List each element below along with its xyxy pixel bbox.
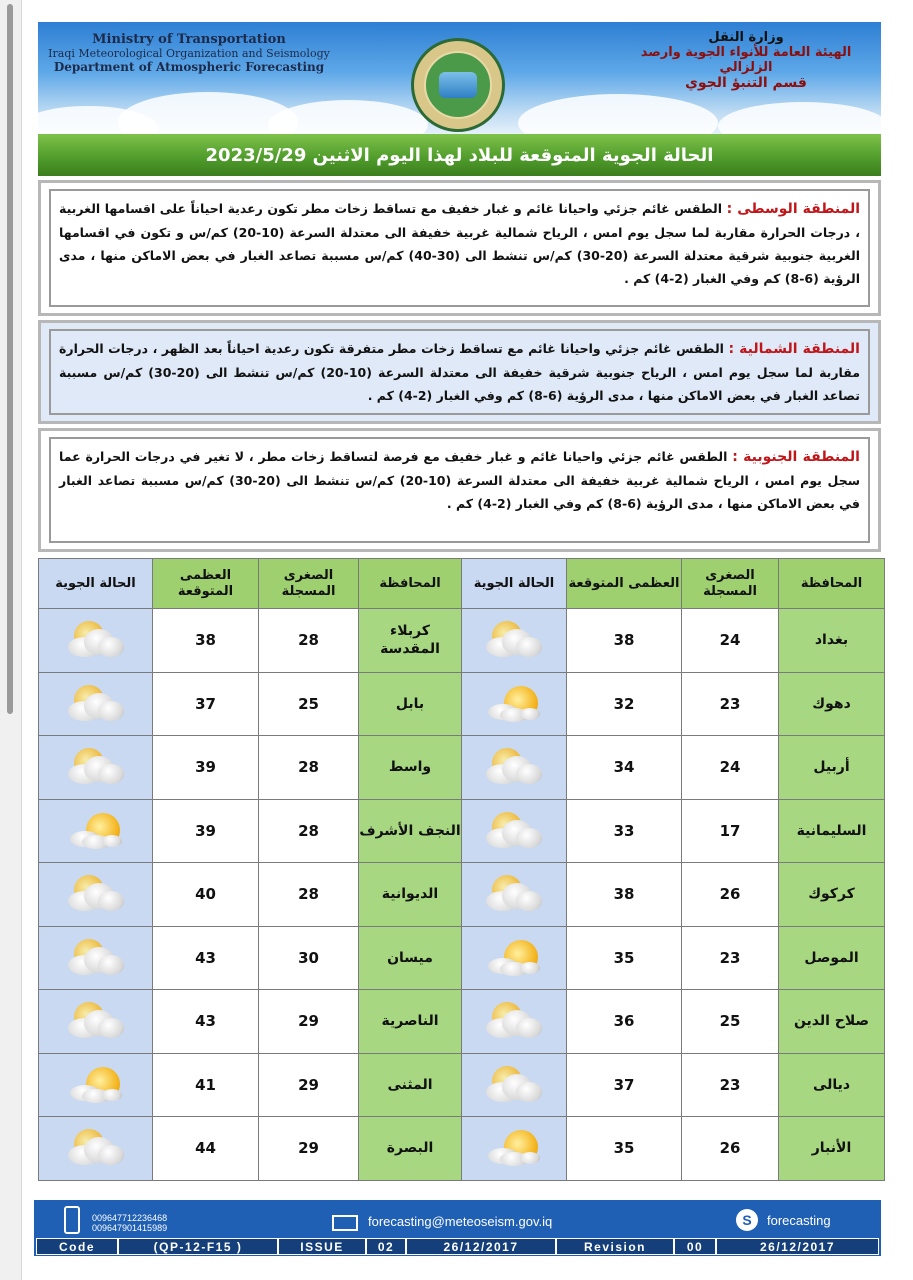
partly-cloudy-icon <box>484 874 544 914</box>
ministry-name-ar: وزارة النقل <box>708 30 784 45</box>
region-name: المنطقة الوسطى : <box>726 201 861 217</box>
header-governorate: المحافظة <box>779 559 885 609</box>
revision-number: 00 <box>674 1238 716 1255</box>
min-temp: 23 <box>682 1053 779 1117</box>
partly-cloudy-icon <box>66 1128 126 1168</box>
condition-cell <box>39 799 153 863</box>
condition-cell <box>462 990 567 1054</box>
min-temp: 29 <box>259 990 359 1054</box>
mostly-sunny-icon <box>484 1128 544 1168</box>
condition-cell <box>39 672 153 736</box>
condition-cell <box>462 672 567 736</box>
cloud-decoration <box>268 100 428 134</box>
max-temp: 39 <box>153 799 259 863</box>
organization-logo <box>411 38 505 132</box>
phone-numbers <box>92 1213 167 1233</box>
skype-icon: S <box>736 1209 758 1231</box>
governorate-name: واسط <box>359 736 462 800</box>
partly-cloudy-icon <box>66 684 126 724</box>
ministry-name-en: Ministry of Transportation <box>92 32 286 47</box>
issue-date: 26/12/2017 <box>406 1238 556 1255</box>
governorate-name: المثنى <box>359 1053 462 1117</box>
phone-icon <box>64 1206 80 1234</box>
condition-cell <box>462 1117 567 1181</box>
mostly-sunny-icon <box>66 811 126 851</box>
partly-cloudy-icon <box>66 938 126 978</box>
table-row <box>39 926 885 990</box>
max-temp: 38 <box>153 609 259 673</box>
forecast-title-bar <box>38 134 881 176</box>
condition-cell <box>462 926 567 990</box>
min-temp: 28 <box>259 736 359 800</box>
condition-cell <box>462 1053 567 1117</box>
max-temp: 43 <box>153 926 259 990</box>
condition-cell <box>462 799 567 863</box>
mostly-sunny-icon <box>484 684 544 724</box>
region-name: المنطقة الشمالية : <box>728 341 860 357</box>
min-temp: 28 <box>259 799 359 863</box>
governorate-name: الموصل <box>779 926 885 990</box>
skype-link[interactable]: forecasting <box>767 1213 831 1228</box>
partly-cloudy-icon <box>484 747 544 787</box>
partly-cloudy-icon <box>484 620 544 660</box>
condition-cell <box>462 609 567 673</box>
max-temp: 32 <box>567 672 682 736</box>
header-max-temp: العظمى المتوقعة <box>567 559 682 609</box>
header-governorate: المحافظة <box>359 559 462 609</box>
max-temp: 33 <box>567 799 682 863</box>
region-north <box>38 320 881 424</box>
page-title: الحالة الجوية المتوقعة للبلاد لهذا اليوم الاثنين 2023/5/29 <box>205 144 714 166</box>
code-label: Code <box>36 1238 118 1255</box>
region-text: الطقس غائم جزئي واحيانا غائم و غبار خفيف مع تساقط زخات مطر تكون رعدية احياناً على اقسامها الغربية ، درجات الحرارة مقاربة لما سجل يوم امس ، الرياح شمالية غربية خفيفة الى معتدلة السرعة (10-20) كم/س و تكون في اقسامها الغربية جنوبية شرقية معتدلة السرعة (20-30) كم/س تنشط الى (30-40) كم/س مسببة تصاعد الغبار في بعض الاماكن منها ، مدى الرؤية (6-8) كم وفي الغبار (2-4) كم . <box>59 201 861 286</box>
cloud-decoration <box>518 94 718 134</box>
min-temp: 29 <box>259 1117 359 1181</box>
region-name: المنطقة الجنوبية : <box>732 449 860 465</box>
max-temp: 44 <box>153 1117 259 1181</box>
min-temp: 17 <box>682 799 779 863</box>
governorate-name: الأنبار <box>779 1117 885 1181</box>
condition-cell <box>462 736 567 800</box>
condition-cell <box>462 863 567 927</box>
governorate-name: كربلاء المقدسة <box>359 609 462 673</box>
max-temp: 34 <box>567 736 682 800</box>
max-temp: 39 <box>153 736 259 800</box>
department-name-ar: قسم التنبؤ الجوي <box>685 75 807 91</box>
governorate-name: دهوك <box>779 672 885 736</box>
max-temp: 35 <box>567 926 682 990</box>
table-row <box>39 990 885 1054</box>
governorate-name: الديوانية <box>359 863 462 927</box>
max-temp: 40 <box>153 863 259 927</box>
min-temp: 23 <box>682 672 779 736</box>
code-value: (QP-12-F15 ) <box>118 1238 278 1255</box>
governorate-name: بابل <box>359 672 462 736</box>
max-temp: 35 <box>567 1117 682 1181</box>
phone-number: 009647712236468 <box>92 1213 168 1223</box>
min-temp: 25 <box>259 672 359 736</box>
partly-cloudy-icon <box>66 747 126 787</box>
table-body <box>39 609 885 1181</box>
region-central <box>38 180 881 316</box>
header-max-temp: العظمى المتوقعة <box>153 559 259 609</box>
department-name-en: Department of Atmospheric Forecasting <box>53 60 325 74</box>
table-row <box>39 863 885 927</box>
governorate-name: ميسان <box>359 926 462 990</box>
table-row <box>39 799 885 863</box>
min-temp: 29 <box>259 1053 359 1117</box>
condition-cell <box>39 609 153 673</box>
organization-name-en: Iraqi Meteorological Organization and Seismology <box>48 47 330 60</box>
condition-cell <box>39 1053 153 1117</box>
header-banner <box>38 22 881 134</box>
min-temp: 26 <box>682 863 779 927</box>
table-row <box>39 736 885 800</box>
table-header-row <box>39 559 885 609</box>
min-temp: 26 <box>682 1117 779 1181</box>
scrollbar[interactable] <box>0 0 22 1280</box>
table-row <box>39 672 885 736</box>
governorate-name: كركوك <box>779 863 885 927</box>
governorate-name: البصرة <box>359 1117 462 1181</box>
arabic-header <box>621 30 871 91</box>
governorate-name: النجف الأشرف <box>359 799 462 863</box>
partly-cloudy-icon <box>484 1001 544 1041</box>
cloud-decoration <box>718 102 881 134</box>
region-text: الطقس غائم جزئي واحيانا غائم و غبار خفيف مع فرصة لتساقط زخات مطر ، لا تغير في درجات الحرارة عما سجل يوم امس ، الرياح شمالية غربية خفيفة الى معتدلة السرعة (10-20) كم/س تنشط الى (20-30) كم/س مسببة تصاعد الغبار في بعض الاماكن منها ، مدى الرؤية (6-8) كم وفي الغبار (2-4) كم . <box>59 449 860 511</box>
revision-date: 26/12/2017 <box>716 1238 879 1255</box>
condition-cell <box>39 863 153 927</box>
mail-icon <box>332 1215 358 1231</box>
table-row <box>39 609 885 673</box>
min-temp: 23 <box>682 926 779 990</box>
governorate-name: السليمانية <box>779 799 885 863</box>
governorate-name: بغداد <box>779 609 885 673</box>
mostly-sunny-icon <box>66 1065 126 1105</box>
document-control-strip <box>36 1238 879 1255</box>
partly-cloudy-icon <box>484 1065 544 1105</box>
revision-label: Revision <box>556 1238 674 1255</box>
max-temp: 37 <box>153 672 259 736</box>
table-row <box>39 1117 885 1181</box>
header-min-temp: الصغرى المسجلة <box>682 559 779 609</box>
city-forecast-table <box>38 558 885 1181</box>
region-text: الطقس غائم جزئي واحيانا غائم مع تساقط زخات مطر متفرقة تكون رعدية احياناً بعد الظهر ، درجات الحرارة مقاربة لما سجل يوم امس ، الرياح جنوبية شرقية خفيفة الى معتدلة السرعة (10-20) كم/س تنشط الى (20-30) كم/س مسببة تصاعد الغبار في بعض الاماكن منها ، مدى الرؤية (6-8) كم وفي الغبار (2-4) كم . <box>59 341 860 403</box>
condition-cell <box>39 736 153 800</box>
header-condition: الحالة الجوية <box>39 559 153 609</box>
min-temp: 28 <box>259 609 359 673</box>
max-temp: 38 <box>567 609 682 673</box>
issue-label: ISSUE <box>278 1238 366 1255</box>
english-header <box>44 32 334 74</box>
max-temp: 37 <box>567 1053 682 1117</box>
max-temp: 38 <box>567 863 682 927</box>
condition-cell <box>39 990 153 1054</box>
partly-cloudy-icon <box>66 874 126 914</box>
min-temp: 24 <box>682 736 779 800</box>
partly-cloudy-icon <box>66 620 126 660</box>
partly-cloudy-icon <box>66 1001 126 1041</box>
min-temp: 24 <box>682 609 779 673</box>
issue-number: 02 <box>366 1238 406 1255</box>
condition-cell <box>39 926 153 990</box>
phone-number: 009647901415989 <box>92 1223 168 1233</box>
email-link[interactable]: forecasting@meteoseism.gov.iq <box>368 1214 553 1229</box>
governorate-name: أربيل <box>779 736 885 800</box>
max-temp: 43 <box>153 990 259 1054</box>
max-temp: 41 <box>153 1053 259 1117</box>
header-min-temp: الصغرى المسجلة <box>259 559 359 609</box>
governorate-name: صلاح الدين <box>779 990 885 1054</box>
governorate-name: الناصرية <box>359 990 462 1054</box>
partly-cloudy-icon <box>484 811 544 851</box>
header-condition: الحالة الجوية <box>462 559 567 609</box>
table-row <box>39 1053 885 1117</box>
scrollbar-thumb[interactable] <box>7 4 13 714</box>
region-south <box>38 428 881 552</box>
footer <box>34 1200 881 1256</box>
mostly-sunny-icon <box>484 938 544 978</box>
min-temp: 25 <box>682 990 779 1054</box>
min-temp: 30 <box>259 926 359 990</box>
organization-name-ar: الهيئة العامة للأنواء الجوية وارصد الزلزالي <box>640 45 852 75</box>
condition-cell <box>39 1117 153 1181</box>
governorate-name: ديالى <box>779 1053 885 1117</box>
min-temp: 28 <box>259 863 359 927</box>
max-temp: 36 <box>567 990 682 1054</box>
